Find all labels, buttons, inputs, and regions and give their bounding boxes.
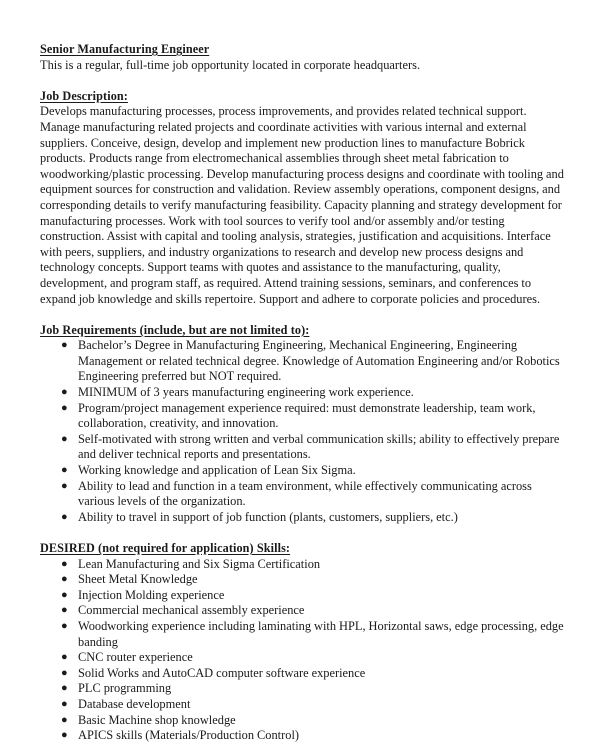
section-heading-job-requirements (40, 323, 565, 339)
list-item (40, 603, 565, 619)
list-item (40, 650, 565, 666)
list-item-text: Self-motivated with strong written and verbal communication skills; ability to effectively prepare and deliver technical reports and presentations. (78, 431, 560, 462)
list-item (40, 338, 565, 385)
section-heading-desired-skills-text: DESIRED (not required for application) Skills: (40, 541, 291, 555)
section-heading-desired-skills (40, 541, 565, 557)
list-item (40, 697, 565, 713)
bullet-icon: ● (61, 401, 68, 414)
job-title-text: Senior Manufacturing Engineer (40, 42, 210, 56)
job-intro-line: This is a regular, full-time job opportunity located in corporate headquarters. (40, 57, 421, 72)
bullet-icon: ● (61, 713, 68, 726)
list-item (40, 713, 565, 729)
list-item (40, 510, 565, 526)
list-item (40, 588, 565, 604)
job-description-paragraph: Develops manufacturing processes, process improvements, and provides related technical support. Manage manufacturing related projects and coordinate activities with various internal and external suppliers. Conceive, design, develop and implement new production lines to manufacture Bobrick products. Products range from electromechanical assemblies through sheet metal fabrication to woodworking/plastic processing. Develop manufacturing process designs and coordinate with tooling and equipment sources for construction and validation. Review assembly operations, component designs, and corresponding details to verify manufacturing feasibility. Capacity planning and strategy development for manufacturing processes. Work with tool sources to verify tool and/or assembly and/or testing construction. Assist with capital and tooling analysis, strategies, justification and acquisitions. Interface with peers, suppliers, and industry organizations to research and develop new process designs and technology concepts. Support teams with quotes and assistance to the manufacturing, quality, development, and program staff, as required. Attend training sessions, seminars, and conferences to expand job knowledge and skills repertoire. Support and adhere to corporate policies and procedures. (40, 104, 564, 306)
list-item-text: Woodworking experience including laminating with HPL, Horizontal saws, edge processing, edge banding (78, 618, 564, 649)
section-heading-job-description-text: Job Description: (40, 88, 128, 103)
list-item-text: Sheet Metal Knowledge (78, 572, 198, 587)
list-item-text: Commercial mechanical assembly experience (78, 603, 305, 618)
list-item (40, 728, 565, 744)
list-item-text: MINIMUM of 3 years manufacturing engineering work experience. (78, 385, 414, 400)
section-heading-job-requirements-text: Job Requirements (include, but are not limited to): (40, 322, 310, 337)
bullet-icon: ● (61, 588, 68, 601)
bullet-icon: ● (61, 666, 68, 679)
list-item (40, 619, 565, 650)
bullet-icon: ● (61, 479, 68, 492)
list-item (40, 681, 565, 697)
list-item-text: Injection Molding experience (78, 587, 225, 602)
list-item (40, 666, 565, 682)
bullet-icon: ● (61, 697, 68, 710)
spacer (40, 73, 565, 89)
list-item-text: Basic Machine shop knowledge (78, 712, 236, 727)
bullet-icon: ● (61, 510, 68, 523)
list-item-text: PLC programming (78, 681, 172, 696)
bullet-icon: ● (61, 729, 68, 742)
list-item-text: Lean Manufacturing and Six Sigma Certification (78, 556, 321, 571)
list-item (40, 479, 565, 510)
list-item-text: Ability to lead and function in a team environment, while effectively communicating across various levels of the organization. (78, 478, 532, 509)
bullet-icon: ● (61, 682, 68, 695)
bullet-icon: ● (61, 573, 68, 586)
spacer (40, 307, 565, 323)
bullet-icon: ● (61, 386, 68, 399)
list-item (40, 572, 565, 588)
list-item (40, 432, 565, 463)
list-item-text: Bachelor’s Degree in Manufacturing Engineering, Mechanical Engineering, Engineering Management or related technical degree. Knowledge of Automation Engineering and/or Robotics Engineering preferred but NOT required. (78, 338, 560, 384)
bullet-icon: ● (61, 604, 68, 617)
bullet-icon: ● (61, 432, 68, 445)
spacer (40, 525, 565, 541)
bullet-icon: ● (61, 557, 68, 570)
job-requirements-list (40, 338, 565, 525)
list-item-text: Ability to travel in support of job function (plants, customers, suppliers, etc.) (78, 509, 458, 524)
list-item (40, 385, 565, 401)
list-item-text: Working knowledge and application of Lean Six Sigma. (78, 463, 356, 478)
list-item (40, 463, 565, 479)
list-item-text: Database development (78, 696, 191, 711)
section-heading-job-description (40, 89, 565, 105)
list-item-text: Program/project management experience required: must demonstrate leadership, team work, collaboration, creativity, and innovation. (78, 400, 536, 431)
bullet-icon: ● (61, 619, 68, 632)
bullet-icon: ● (61, 651, 68, 664)
list-item (40, 557, 565, 573)
desired-skills-list (40, 557, 565, 744)
list-item-text: APICS skills (Materials/Production Control) (78, 728, 300, 743)
list-item-text: CNC router experience (78, 650, 193, 665)
list-item (40, 401, 565, 432)
bullet-icon: ● (61, 339, 68, 352)
job-title-heading (40, 42, 565, 58)
bullet-icon: ● (61, 464, 68, 477)
list-item-text: Solid Works and AutoCAD computer software experience (78, 665, 366, 680)
